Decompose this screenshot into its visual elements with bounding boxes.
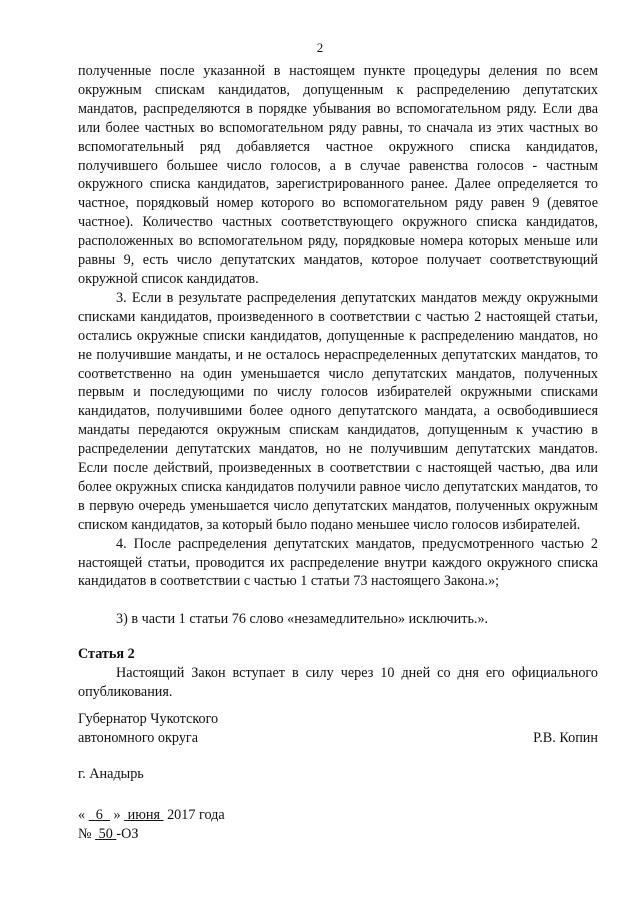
place-of-signing: г. Анадырь — [78, 766, 144, 782]
signature-block — [78, 710, 598, 748]
number-value: 50 — [98, 826, 113, 842]
number-suffix: -ОЗ — [116, 826, 139, 842]
law-number — [78, 825, 225, 844]
paragraph-item-3: 3) в части 1 статьи 76 слово «незамедлительно» исключить.». — [116, 611, 489, 628]
signatory-position-line2: автономного округа — [78, 730, 199, 746]
number-prefix: № — [78, 826, 92, 842]
signing-date — [78, 806, 225, 825]
date-day: 6 — [95, 807, 103, 823]
document-body — [78, 62, 598, 702]
date-month: июня — [127, 807, 160, 823]
signatory-name: Р.В. Копин — [533, 730, 598, 746]
date-close-quote: » — [113, 807, 121, 823]
paragraph-continuation: полученные после указанной в настоящем пункте процедуры деления по всем окружным спискам кандидатов, допущенным к распределению депутатских мандатов, распределяются в порядке убывания во вспомогательном ряду. Если два или более частных во вспомогательном ряду равны, то сначала из этих частных во вспомогательный ряд добавляется частное окружного списка кандидатов, получившего большее число голосов, а в случае равенства голосов - частным окружного списка кандидатов, зарегистрированного ранее. Далее определяется то частное, порядковый номер которого во вспомогательном ряду равен 9 (девятое частное). Количество частных соответствующего окружного списка кандидатов, расположенных во вспомогательном ряду, порядковые номера которых меньше или равны 9, есть число депутатских мандатов, которое получает соответствующий окружной список кандидатов. — [78, 63, 598, 287]
article-text: Настоящий Закон вступает в силу через 10 дней со дня его официального опубликования. — [78, 665, 598, 701]
date-suffix: года — [198, 807, 225, 823]
page-number: 2 — [316, 40, 324, 55]
date-year: 2017 — [167, 807, 196, 823]
paragraph-part-4: 4. После распределения депутатских мандатов, предусмотренного частью 2 настоящей статьи, проводится их распределение внутри каждого окружного списка кандидатов в соответствии с частью 1 статьи 73 настоящего Закона.»; — [78, 535, 598, 590]
signatory-position-line1: Губернатор Чукотского — [78, 711, 219, 727]
paragraph-part-3: 3. Если в результате распределения депутатских мандатов между окружными списками кандидатов, произведенного в соответствии с частью 2 настоящей статьи, остались окружные списки кандидатов, допущенные к распределению мандатов, но не получившие мандаты, и не осталось нераспределенных депутатских мандатов, то соответственно на один уменьшается число депутатских мандатов, полученных первым и последующими по числу голосов избирателей окружными списками кандидатов, получившими более одного депутатского мандата, а освободившиеся мандаты передаются окружным спискам кандидатов, допущенным к участию в распределении депутатских мандатов, но не получившим депутатских мандатов. Если после действий, произведенных в соответствии с настоящей частью, два или более окружных списка кандидатов получили равное число депутатских мандатов, то в первую очередь уменьшается число депутатских мандатов, полученных окружным списком кандидатов, за который было подано меньшее число голосов избирателей. — [78, 289, 598, 533]
date-open-quote: « — [78, 807, 86, 823]
article-title: Статья 2 — [78, 646, 135, 663]
date-and-number — [78, 806, 225, 844]
